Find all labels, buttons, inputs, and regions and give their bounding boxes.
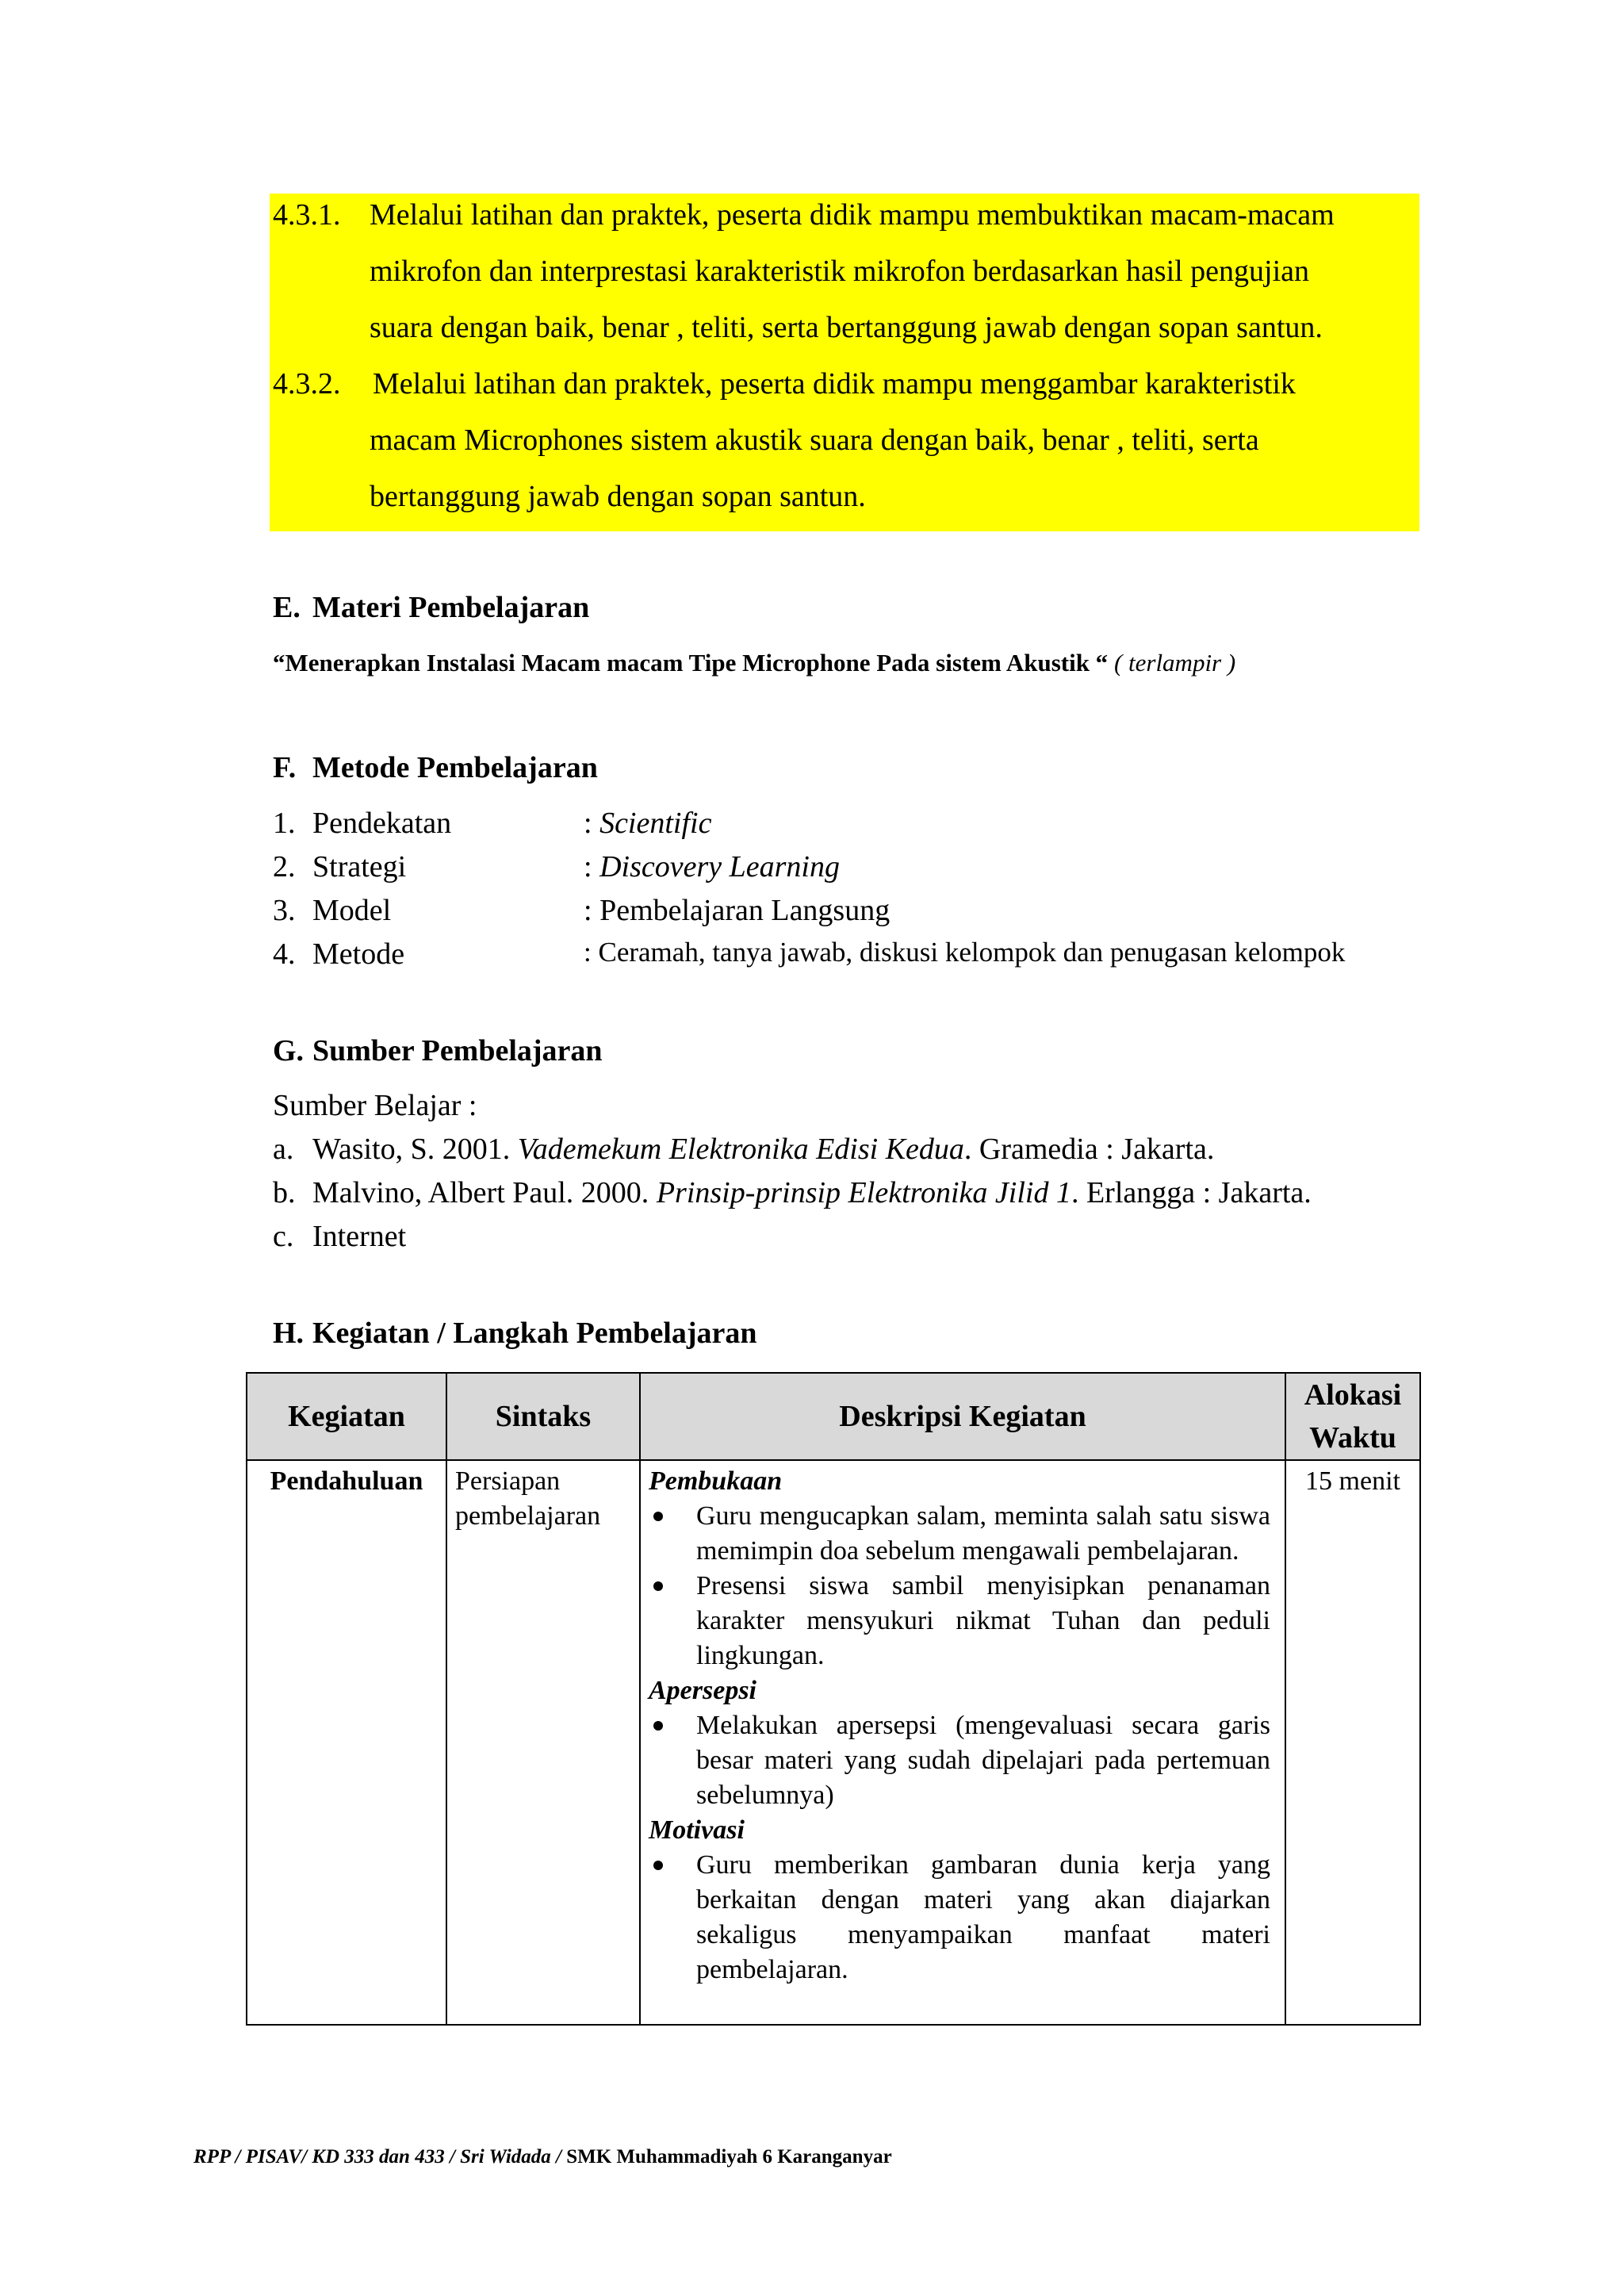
source-number: b. bbox=[273, 1176, 296, 1209]
footer-school: SMK Muhammadiyah 6 Karanganyar bbox=[566, 2146, 892, 2168]
method-value: Ceramah, tanya jawab, diskusi kelompok dan penugasan kelompok bbox=[598, 937, 1346, 968]
sintaks-line: Persiapan bbox=[455, 1466, 561, 1496]
cell-sintaks bbox=[446, 1460, 640, 2025]
section-letter: G. bbox=[273, 1034, 304, 1068]
method-label: Strategi bbox=[312, 850, 407, 884]
objectives-highlight-block bbox=[270, 194, 1419, 531]
source-title: Vademekum Elektronika Edisi Kedua bbox=[517, 1133, 964, 1166]
section-title: Metode Pembelajaran bbox=[312, 751, 598, 784]
pembukaan-list bbox=[649, 1499, 1270, 1673]
cell-deskripsi bbox=[640, 1460, 1285, 2025]
header-kegiatan: Kegiatan bbox=[247, 1373, 446, 1460]
footer-document-ref: RPP / PISAV/ KD 333 dan 433 / Sri Widada / bbox=[193, 2146, 567, 2168]
section-e-heading bbox=[273, 590, 589, 625]
objective-number: 4.3.1. bbox=[273, 198, 341, 232]
method-value: Scientific bbox=[599, 807, 712, 840]
section-f-heading bbox=[273, 750, 598, 785]
source-text: Internet bbox=[312, 1220, 407, 1253]
method-number: 1. bbox=[273, 807, 296, 840]
objective-line: bertanggung jawab dengan sopan santun. bbox=[370, 480, 866, 513]
list-item: Guru mengucapkan salam, meminta salah satu siswa memimpin doa sebelum mengawali pembelajaran. bbox=[649, 1499, 1270, 1569]
materi-quote bbox=[273, 649, 1235, 677]
table-header-row bbox=[247, 1373, 1420, 1460]
method-colon: : bbox=[584, 850, 600, 884]
section-title: Kegiatan / Langkah Pembelajaran bbox=[312, 1317, 757, 1350]
source-intro: Sumber Belajar : bbox=[273, 1089, 477, 1122]
cell-alokasi: 15 menit bbox=[1285, 1460, 1420, 2025]
list-item: Presensi siswa sambil menyisipkan penanaman karakter mensyukuri nikmat Tuhan dan peduli lingkungan. bbox=[649, 1569, 1270, 1673]
section-letter: H. bbox=[273, 1317, 304, 1350]
section-letter: F. bbox=[273, 751, 297, 784]
objective-number: 4.3.2. bbox=[273, 367, 341, 401]
method-label: Pendekatan bbox=[312, 807, 452, 840]
method-number: 2. bbox=[273, 850, 296, 884]
list-item: Melakukan apersepsi (mengevaluasi secara garis besar materi yang sudah dipelajari pada pertemuan sebelumnya) bbox=[649, 1708, 1270, 1813]
method-value: Discovery Learning bbox=[599, 850, 840, 884]
source-author: Wasito, S. 2001. bbox=[312, 1133, 518, 1166]
cell-kegiatan: Pendahuluan bbox=[247, 1460, 446, 2025]
page-footer bbox=[193, 2146, 892, 2168]
objective-line: mikrofon dan interprestasi karakteristik mikrofon berdasarkan hasil pengujian bbox=[370, 255, 1310, 288]
header-deskripsi: Deskripsi Kegiatan bbox=[640, 1373, 1285, 1460]
objective-line: Melalui latihan dan praktek, peserta didik mampu membuktikan macam-macam bbox=[370, 198, 1335, 232]
subheading-pembukaan: Pembukaan bbox=[649, 1466, 783, 1496]
method-colon: : bbox=[584, 937, 599, 968]
section-letter: E. bbox=[273, 591, 301, 624]
objective-line: macam Microphones sistem akustik suara dengan baik, benar , teliti, serta bbox=[370, 424, 1259, 457]
source-number: a. bbox=[273, 1133, 294, 1166]
materi-title: “Menerapkan Instalasi Macam macam Tipe Microphone Pada sistem Akustik “ bbox=[273, 649, 1109, 677]
source-author: Malvino, Albert Paul. 2000. bbox=[312, 1176, 657, 1209]
header-alokasi-line: Waktu bbox=[1309, 1421, 1396, 1455]
motivasi-list bbox=[649, 1848, 1270, 1987]
method-label: Model bbox=[312, 894, 392, 927]
method-number: 4. bbox=[273, 937, 296, 971]
section-g-heading bbox=[273, 1033, 603, 1068]
method-colon: : bbox=[584, 894, 600, 927]
section-h-heading bbox=[273, 1316, 757, 1351]
list-item: Guru memberikan gambaran dunia kerja yang berkaitan dengan materi yang akan diajarkan sekaligus menyampaikan manfaat materi pembelajaran. bbox=[649, 1848, 1270, 1987]
method-number: 3. bbox=[273, 894, 296, 927]
apersepsi-list bbox=[649, 1708, 1270, 1813]
section-title: Materi Pembelajaran bbox=[312, 591, 590, 624]
subheading-motivasi: Motivasi bbox=[649, 1815, 745, 1845]
header-alokasi bbox=[1285, 1373, 1420, 1460]
header-sintaks: Sintaks bbox=[446, 1373, 640, 1460]
method-colon: : bbox=[584, 807, 600, 840]
source-publisher: . Erlangga : Jakarta. bbox=[1071, 1176, 1312, 1209]
method-value: Pembelajaran Langsung bbox=[599, 894, 891, 927]
source-publisher: . Gramedia : Jakarta. bbox=[963, 1133, 1215, 1166]
source-number: c. bbox=[273, 1220, 294, 1253]
sintaks-line: pembelajaran bbox=[455, 1501, 601, 1531]
section-title: Sumber Pembelajaran bbox=[312, 1034, 603, 1068]
objective-line: suara dengan baik, benar , teliti, serta bertanggung jawab dengan sopan santun. bbox=[370, 311, 1323, 344]
subheading-apersepsi: Apersepsi bbox=[649, 1676, 756, 1705]
materi-note: ( terlampir ) bbox=[1108, 649, 1236, 677]
header-alokasi-line: Alokasi bbox=[1304, 1378, 1402, 1412]
source-title: Prinsip-prinsip Elektronika Jilid 1 bbox=[656, 1176, 1071, 1209]
method-label: Metode bbox=[312, 937, 405, 971]
table-row bbox=[247, 1460, 1420, 2025]
objective-line: Melalui latihan dan praktek, peserta didik mampu menggambar karakteristik bbox=[373, 367, 1296, 401]
learning-steps-table bbox=[246, 1372, 1421, 2026]
